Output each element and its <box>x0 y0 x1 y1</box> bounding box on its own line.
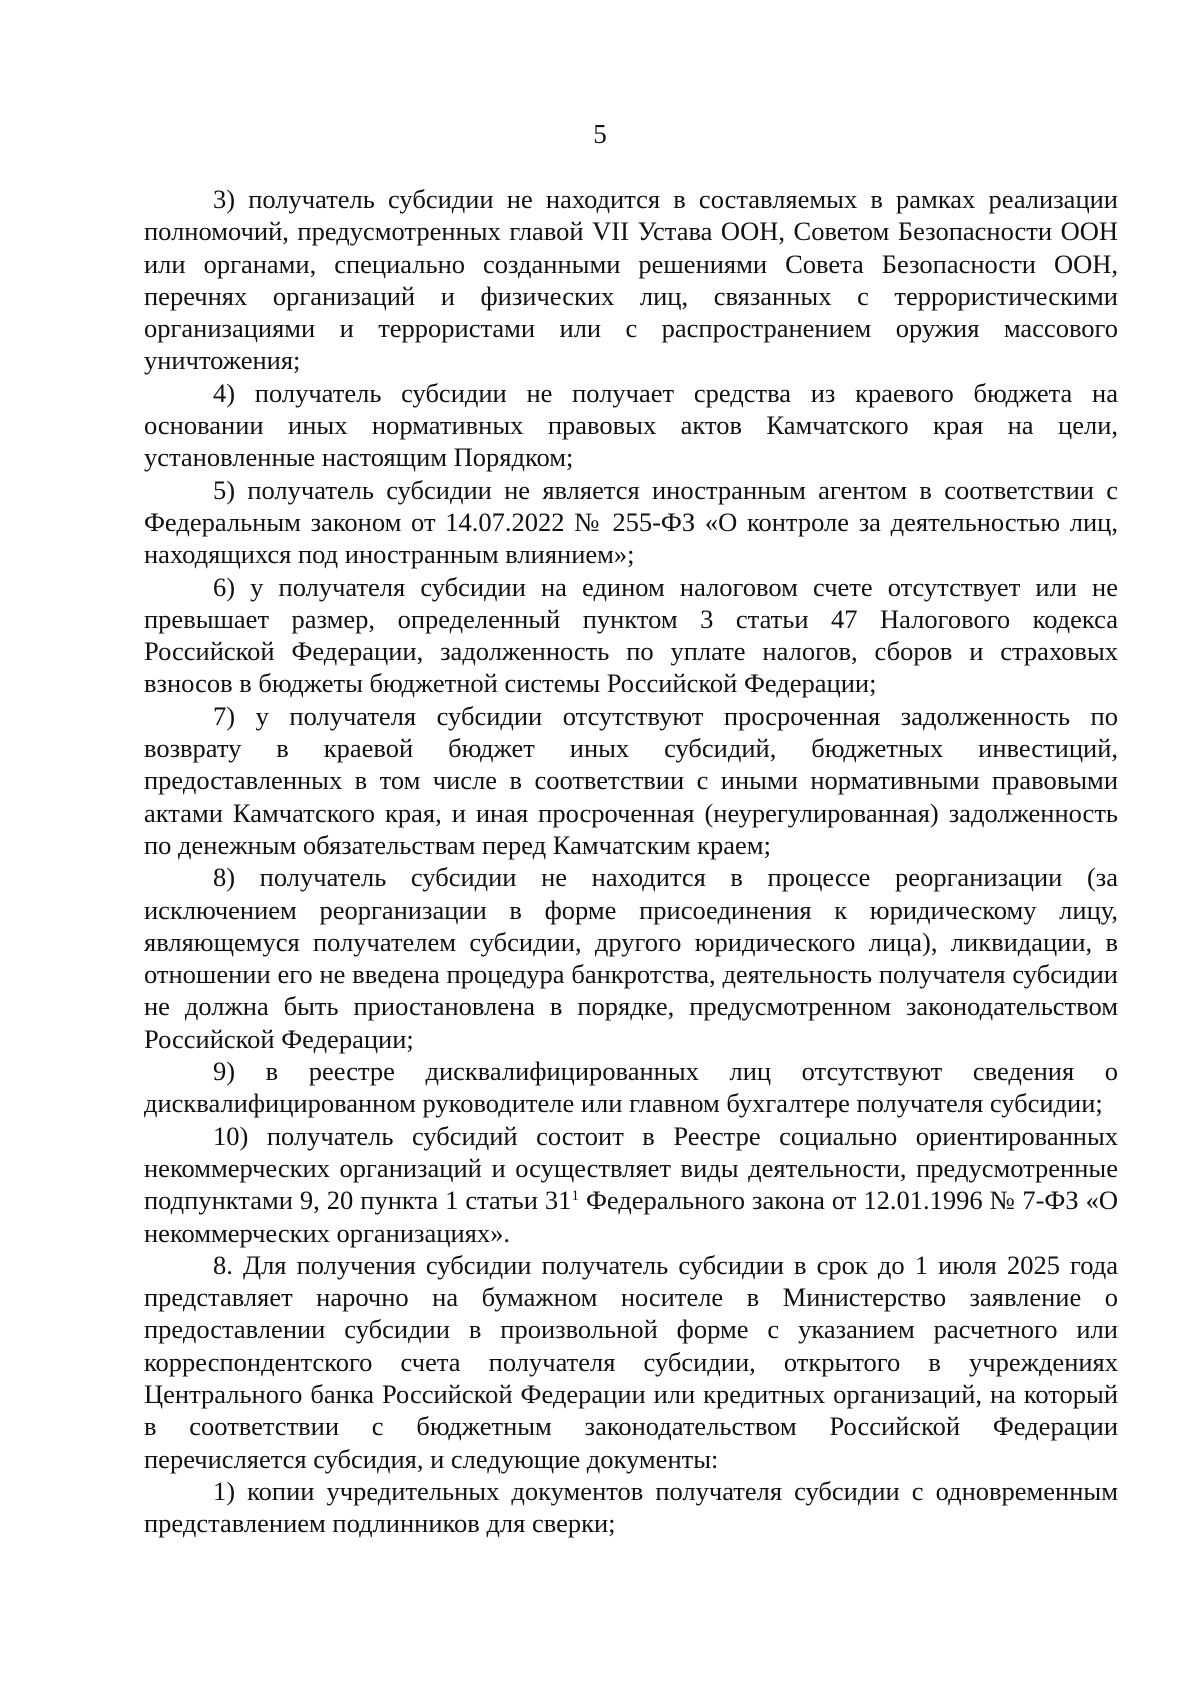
paragraph-item-8: 8) получатель субсидии не находится в процессе реорганизации (за исключением реорганизации в форме присоединения к юридическому лицу, являющемуся получателем субсидии, другого юридического лица), ликвидации, в отношении его не введена процедура банкротства, деятельность получателя субсидии не должна быть приостановлена в порядке, предусмотренном законодательством Российской Федерации; <box>144 862 1118 1054</box>
article-superscript: 1 <box>571 1188 579 1205</box>
paragraph-item-5: 5) получатель субсидии не является иностранным агентом в соответствии с Федеральным законом от 14.07.2022 № 255-ФЗ «О контроле за деятельностью лиц, находящихся под иностранным влиянием»; <box>144 474 1118 570</box>
paragraph-item-9: 9) в реестре дисквалифицированных лиц отсутствуют сведения о дисквалифицированном руководителе или главном бухгалтере получателя субсидии; <box>144 1056 1118 1119</box>
paragraph-item-10 <box>144 1120 1118 1249</box>
page-number: 5 <box>593 119 607 149</box>
paragraph-item-6: 6) у получателя субсидии на едином налоговом счете отсутствует или не превышает размер, определенный пунктом 3 статьи 47 Налогового кодекса Российской Федерации, задолженность по уплате налогов, сборов и страховых взносов в бюджеты бюджетной системы Российской Федерации; <box>144 571 1118 699</box>
paragraph-item-10-text-after: Федерального закона от 12.01.1996 № 7-ФЗ «О некоммерческих организациях». <box>144 1185 1118 1248</box>
paragraph-item-4: 4) получатель субсидии не получает средства из краевого бюджета на основании иных нормативных правовых актов Камчатского края на цели, установленные настоящим Порядком; <box>144 377 1118 473</box>
paragraph-item-3: 3) получатель субсидии не находится в составляемых в рамках реализации полномочий, предусмотренных главой VII Устава ООН, Советом Безопасности ООН или органами, специально созданными решениями Совета Безопасности ООН, перечнях организаций и физических лиц, связанных с террористическими организациями и террористами или с распространением оружия массового уничтожения; <box>144 184 1118 376</box>
document-body <box>144 183 1118 1539</box>
paragraph-doc-1: 1) копии учредительных документов получателя субсидии с одновременным представлением подлинников для сверки; <box>144 1475 1118 1539</box>
paragraph-item-10-text-before: 10) получатель субсидий состоит в Реестре социально ориентированных некоммерческих организаций и осуществляет виды деятельности, предусмотренные подпунктами 9, 20 пункта 1 статьи 31 <box>144 1120 1118 1216</box>
paragraph-clause-8: 8. Для получения субсидии получатель субсидии в срок до 1 июля 2025 года представляет нарочно на бумажном носителе в Министерство заявление о предоставлении субсидии в произвольной форме с указанием расчетного или корреспондентского счета получателя субсидии, открытого в учреждениях Центрального банка Российской Федерации или кредитных организаций, на который в соответствии с бюджетным законодательством Российской Федерации перечисляется субсидия, и следующие документы: <box>144 1249 1118 1474</box>
paragraph-item-7: 7) у получателя субсидии отсутствуют просроченная задолженность по возврату в краевой бюджет иных субсидий, бюджетных инвестиций, предоставленных в том числе в соответствии с иными нормативными правовыми актами Камчатского края, и иная просроченная (неурегулированная) задолженность по денежным обязательствам перед Камчатским краем; <box>144 700 1118 860</box>
